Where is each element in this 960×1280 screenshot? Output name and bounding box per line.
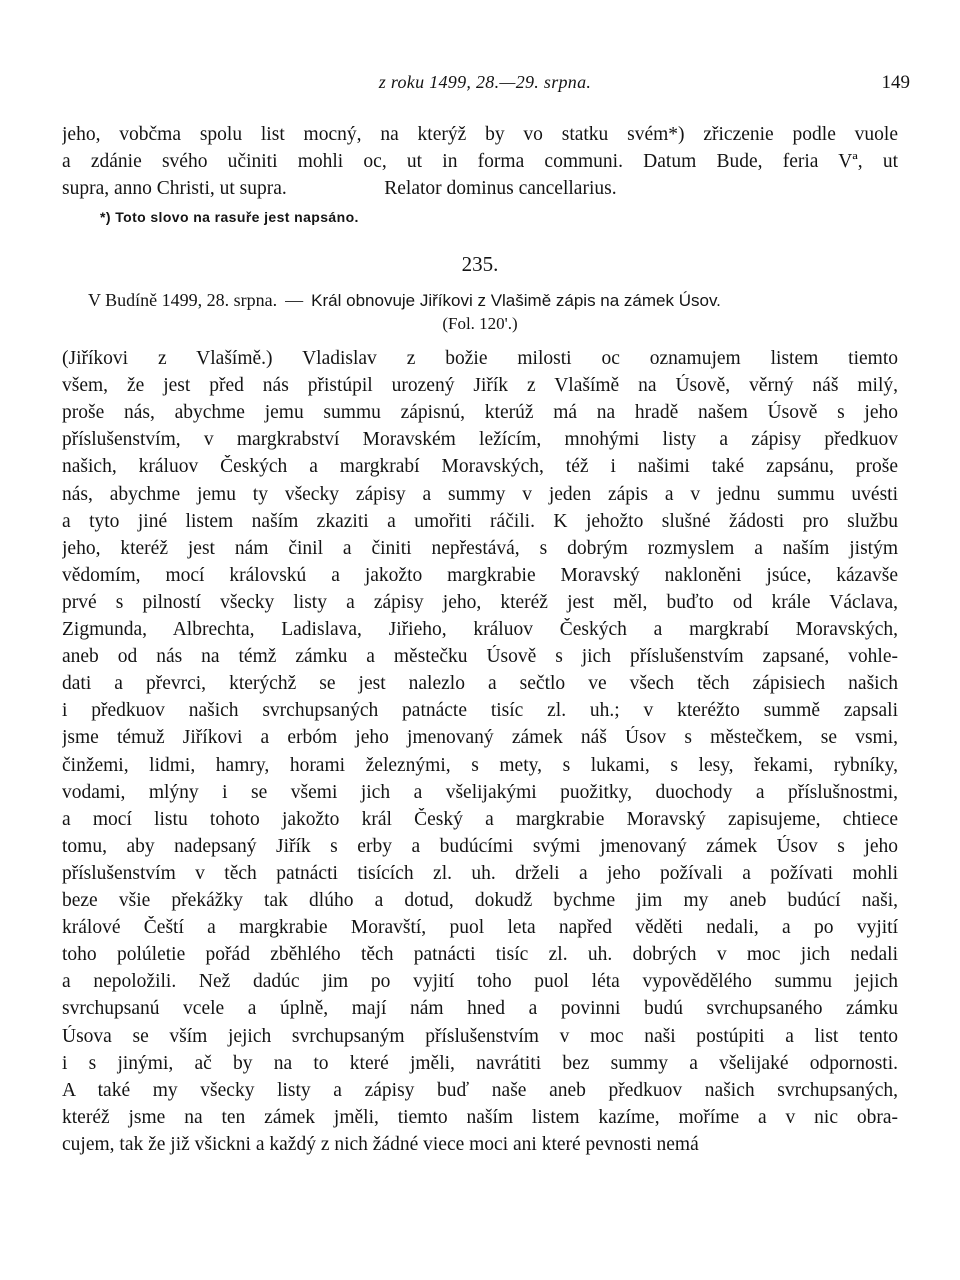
text-line: Zigmunda, Albrechta, Ladislava, Jiřieho, králuov Českých a margkrabí Moravských, <box>62 619 898 640</box>
text-line: proše nás, abychme jemu summu zápisnú, kterúž má na hradě našem Úsově s jeho <box>62 402 898 424</box>
text-line: svrchupsanú vcele a úplně, mají nám hned a povinni budú svrchupsaného zámku <box>62 998 898 1020</box>
text-line: i s jinými, ač by na to které jměli, navrátiti bez summy a všelijaké odpornosti. <box>62 1052 898 1074</box>
heading-summary: Král obnovuje Jiříkovi z Vlašimě zápis na zámek Úsov. <box>311 291 721 310</box>
text-line: jeho, vobčma spolu list mocný, na kterýž by vo statku svém*) zřiczenie podle vuole <box>62 124 898 145</box>
text-line: tomu, aby nadepsaný Jiřík s erby a budúcími svými jmenovaný zámek Úsov s jeho <box>62 835 898 857</box>
text-line: a tyto jiné listem naším zkaziti a umořiti ráčili. K jehožto slušné žádosti pro službu <box>62 510 898 532</box>
text-line: všem, že jest před nás přistúpil urozený Jiřík z Vlašímě na Úsově, věrný náš milý, <box>62 375 898 397</box>
text-line: a mocí listu tohoto jakožto král Český a margkrabie Moravský zapisujeme, chtiece <box>62 808 898 830</box>
page-number: 149 <box>881 72 910 93</box>
running-title: z roku 1499, 28.—29. srpna. <box>378 72 592 92</box>
folio-reference: (Fol. 120'.) <box>442 314 518 333</box>
text-line: králové Čeští a margkrabie Moravští, puol leta napřed věděti nedali, a po vyjití <box>62 917 898 939</box>
text-line: beze všie překážky tak dlúho a dotud, dokudž bychme jim my aneb budúcí naši, <box>62 890 898 911</box>
text-line: našich, králuov Českých a margkrabí Moravských, též i našimi také zapsánu, proše <box>62 456 898 478</box>
text-line: kteréž jsme na ten zámek jměli, tiemto naším listem kazíme, moříme a v nic obra- <box>62 1106 898 1128</box>
text-line: vodami, mlýny i se všemi jich a všelijakými puožitky, duochody a příslušnostmi, <box>62 781 898 803</box>
text-line: vědomím, mocí královskú a jakožto margkrabie Moravský nakloněni jsúce, kázavše <box>62 564 898 586</box>
heading-place-date: V Budíně 1499, 28. srpna. <box>88 290 278 310</box>
running-header <box>60 72 910 100</box>
text-line: (Jiříkovi z Vlašímě.) Vladislav z božie milosti oc oznamujem listem tiemto <box>62 348 898 369</box>
heading-dash: — <box>285 290 304 310</box>
text-line: dati a převrci, kterýchž se jest nalezlo a sečtlo ve všech těch zápisiech našich <box>62 673 898 695</box>
document-heading <box>88 288 918 313</box>
text-line: jeho, kteréž jest nám činil a činiti nepřestává, s dobrým rozmyslem a naším jistým <box>62 537 898 559</box>
text-line: i předkuov našich svrchupsaných patnácte tisíc zl. uh.; v kteréžto summě zapsali <box>62 700 898 722</box>
text-line: Úsova se vším jejich svrchupsaným příslušenstvím v moc naši postúpiti a list tento <box>62 1025 898 1047</box>
text-line: příslušenstvím v těch patnácti tisících zl. uh. drželi a jeho požívali a požívati mohli <box>62 862 898 884</box>
text-line: supra, anno Christi, ut supra. Relator dominus cancellarius. <box>62 178 617 199</box>
text-line: a nepoložili. Než dadúc jim po vyjití toho puol léta vypovědělého summu jejich <box>62 971 898 993</box>
document-number: 235. <box>461 252 499 276</box>
footnote: *) Toto slovo na rasuře jest napsáno. <box>100 209 359 225</box>
text-line: příslušenstvím, v margkrabství Moravském ležícím, mnohými listy a zápisy předkuov <box>62 429 898 451</box>
text-line: prvé s pilností všecky listy a zápisy jeho, kteréž jest měl, buďto od krále Václava, <box>62 591 898 613</box>
text-line: cujem, tak že již všickni a každý z nich žádné viece moci ani které pevnosti nemá <box>62 1133 699 1155</box>
text-line: aneb od nás na témž zámku a městečku Úsově s jich příslušenstvím zapsané, vohle- <box>62 646 898 668</box>
text-line: nás, abychme jemu ty všecky zápisy a summy v jeden zápis a v jednu summu uvésti <box>62 483 898 505</box>
text-line: činžemi, lidmi, hamry, horami železnými, s mety, s lukami, s lesy, řekami, rybníky, <box>62 754 898 776</box>
text-line: toho polúletie pořád zběhlého těch patnácti tisíc zl. uh. dobrých v moc jich nedali <box>62 944 898 966</box>
text-line: jsme témuž Jiříkovi a erbóm jeho jmenovaný zámek náš Úsov s městečkem, se vsmi, <box>62 727 898 749</box>
text-line: A také my všecky listy a zápisy buď naše aneb předkuov našich svrchupsaných, <box>62 1079 898 1101</box>
text-line: a zdánie svého učiniti mohli oc, ut in forma communi. Datum Bude, feria Vª, ut <box>62 151 898 172</box>
